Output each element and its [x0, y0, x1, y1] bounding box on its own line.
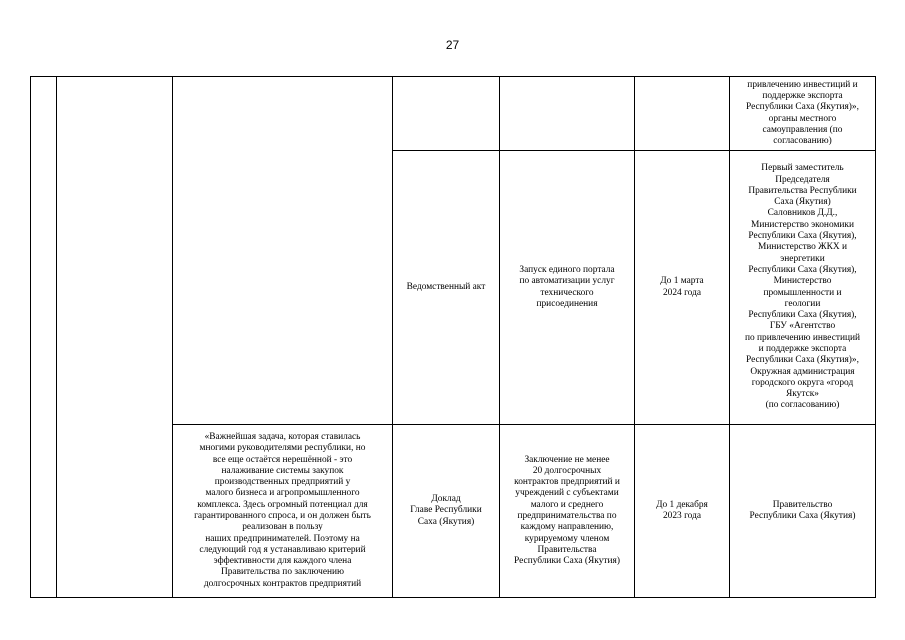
- page-number: 27: [445, 38, 460, 52]
- task-text-cell: [173, 77, 393, 425]
- document-type-cell: [393, 77, 500, 151]
- table-row: [31, 77, 876, 151]
- task-text-cell: «Важнейшая задача, которая ставилась многими руководителями республики, но все еще остаётся нерешённой - это налаживание системы закупок производственных предприятий у малого бизнеса и агропромышленного комплекса. Здесь огромный потенциал для гарантированного спроса, и он должен быть реализован в пользу наших предпринимателей. Поэтому на следующий год я устанавливаю критерий эффективности для каждого члена Правительства по заключению долгосрочных контрактов предприятий: [173, 425, 393, 598]
- deadline-cell: До 1 марта 2024 года: [635, 151, 730, 425]
- deadline-cell: До 1 декабря 2023 года: [635, 425, 730, 598]
- action-cell: Запуск единого портала по автоматизации услуг технического присоединения: [500, 151, 635, 425]
- document-type-cell: Ведомственный акт: [393, 151, 500, 425]
- responsible-cell: привлечению инвестиций и поддержке экспорта Республики Саха (Якутия)», органы местного самоуправления (по согласованию): [730, 77, 876, 151]
- responsible-cell: Правительство Республики Саха (Якутия): [730, 425, 876, 598]
- measures-table: [30, 76, 876, 598]
- document-type-cell: Доклад Главе Республики Саха (Якутия): [393, 425, 500, 598]
- responsible-cell: Первый заместитель Председателя Правительства Республики Саха (Якутия) Саловников Д.Д., Министерство экономики Республики Саха (Якутия), Министерство ЖКХ и энергетики Республики Саха (Якутия), Министерство промышленности и геологии Республики Саха (Якутия), ГБУ «Агентство по привлечению инвестиций и поддержке экспорта Республики Саха (Якутия)», Окружная администрация городского округа «город Якутск» (по согласованию): [730, 151, 876, 425]
- number-cell: [31, 77, 57, 598]
- action-cell: [500, 77, 635, 151]
- deadline-cell: [635, 77, 730, 151]
- action-cell: Заключение не менее 20 долгосрочных контрактов предприятий и учреждений с субъектами малого и среднего предпринимательства по каждому направлению, курируемому членом Правительства Республики Саха (Якутия): [500, 425, 635, 598]
- section-cell: [57, 77, 173, 598]
